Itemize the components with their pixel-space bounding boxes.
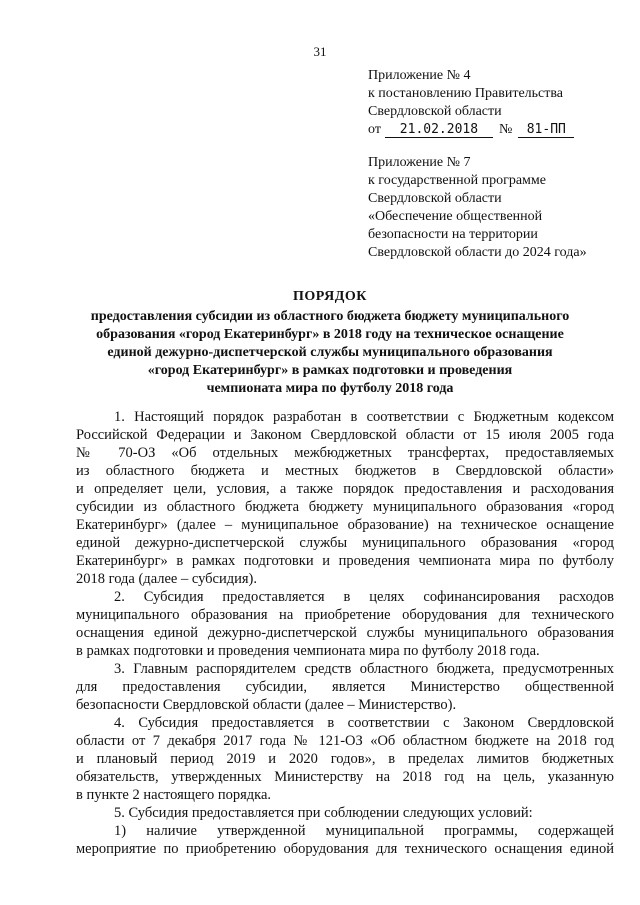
body-line: обязательств, утвержденных Министерству на 2018 год на цель, указанную [76,769,614,785]
resolution-number: 81-ПП [518,122,574,138]
page-number: 31 [313,44,327,59]
body-line: 2. Субсидия предоставляется в целях софинансирования расходов [114,589,614,605]
body-line: области от 7 декабря 2017 года № 121-ОЗ «Об областном бюджете на 2018 год [76,733,614,749]
title-line: «город Екатеринбург» в рамках подготовки и проведения [147,363,513,378]
appendix-7-line: Приложение № 7 [368,155,471,170]
body-line: и определяет цели, условия, а также порядок предоставления и расходования [76,481,614,497]
body-line: 4. Субсидия предоставляется в соответствии с Законом Свердловской [114,715,614,731]
body-line: субсидии из областного бюджета бюджету муниципального образования «город [76,499,614,515]
appendix-4-block [368,67,628,139]
title-line: образования «город Екатеринбург» в 2018 году на техническое оснащение [96,327,564,342]
appendix-4-date-line [368,121,628,139]
appendix-7-block [368,154,628,262]
body-line: и плановый период 2019 и 2020 годов», в пределах лимитов бюджетных [76,751,614,767]
title-line: чемпионата мира по футболу 2018 года [206,381,454,396]
body-line: Российской Федерации и Законом Свердловской области от 15 июля 2005 года [76,427,614,443]
appendix-7-line: Свердловской области до 2024 года» [368,245,587,260]
title-line: предоставления субсидии из областного бюджета бюджету муниципального [90,309,570,324]
appendix-7-line: к государственной программе [368,173,546,188]
body-line: 1. Настоящий порядок разработан в соответствии с Бюджетным кодексом [114,409,614,425]
document-body [76,408,614,858]
body-line: в рамках подготовки и проведения чемпионата мира по футболу 2018 года. [76,643,540,659]
body-line: муниципального образования на приобретение оборудования для технического [76,607,614,623]
body-line: 1) наличие утвержденной муниципальной программы, содержащей [114,823,614,839]
resolution-date: 21.02.2018 [385,122,493,138]
body-line: из областного бюджета и местных бюджетов в Свердловской области» [76,463,614,479]
body-line: в пункте 2 настоящего порядка. [76,787,272,803]
appendix-7-line: Свердловской области [368,191,502,206]
document-title [60,288,600,398]
body-line: 5. Субсидия предоставляется при соблюдении следующих условий: [114,805,533,821]
number-prefix: № [498,122,513,137]
date-prefix: от [368,122,381,137]
body-line: 2018 года (далее – субсидия). [76,571,257,587]
appendix-4-line: к постановлению Правительства [368,86,564,101]
appendix-4-line: Свердловской области [368,104,502,119]
body-line: оснащения единой дежурно-диспетчерской службы муниципального образования [76,625,614,641]
body-line: безопасности Свердловской области (далее – Министерство). [76,697,457,713]
body-line: единой дежурно-диспетчерской службы муниципального образования «город [76,535,614,551]
body-line: № 70-ОЗ «Об отдельных межбюджетных трансфертах, предоставляемых [76,445,614,461]
body-line: 3. Главным распорядителем средств областного бюджета, предусмотренных [114,661,614,677]
body-line: Екатеринбург» (далее – муниципальное образование) на техническое оснащение [76,517,614,533]
title-line: единой дежурно-диспетчерской службы муниципального образования [107,345,553,360]
body-line: Екатеринбург» в рамках подготовки и проведения чемпионата мира по футболу [76,553,614,569]
title-heading: ПОРЯДОК [293,289,367,304]
appendix-7-line: безопасности на территории [368,227,538,242]
body-line: мероприятие по приобретению оборудования для технического оснащения единой [76,841,614,857]
appendix-7-line: «Обеспечение общественной [368,209,543,224]
appendix-4-line: Приложение № 4 [368,68,471,83]
body-line: для предоставления субсидии, является Министерство общественной [76,679,614,695]
